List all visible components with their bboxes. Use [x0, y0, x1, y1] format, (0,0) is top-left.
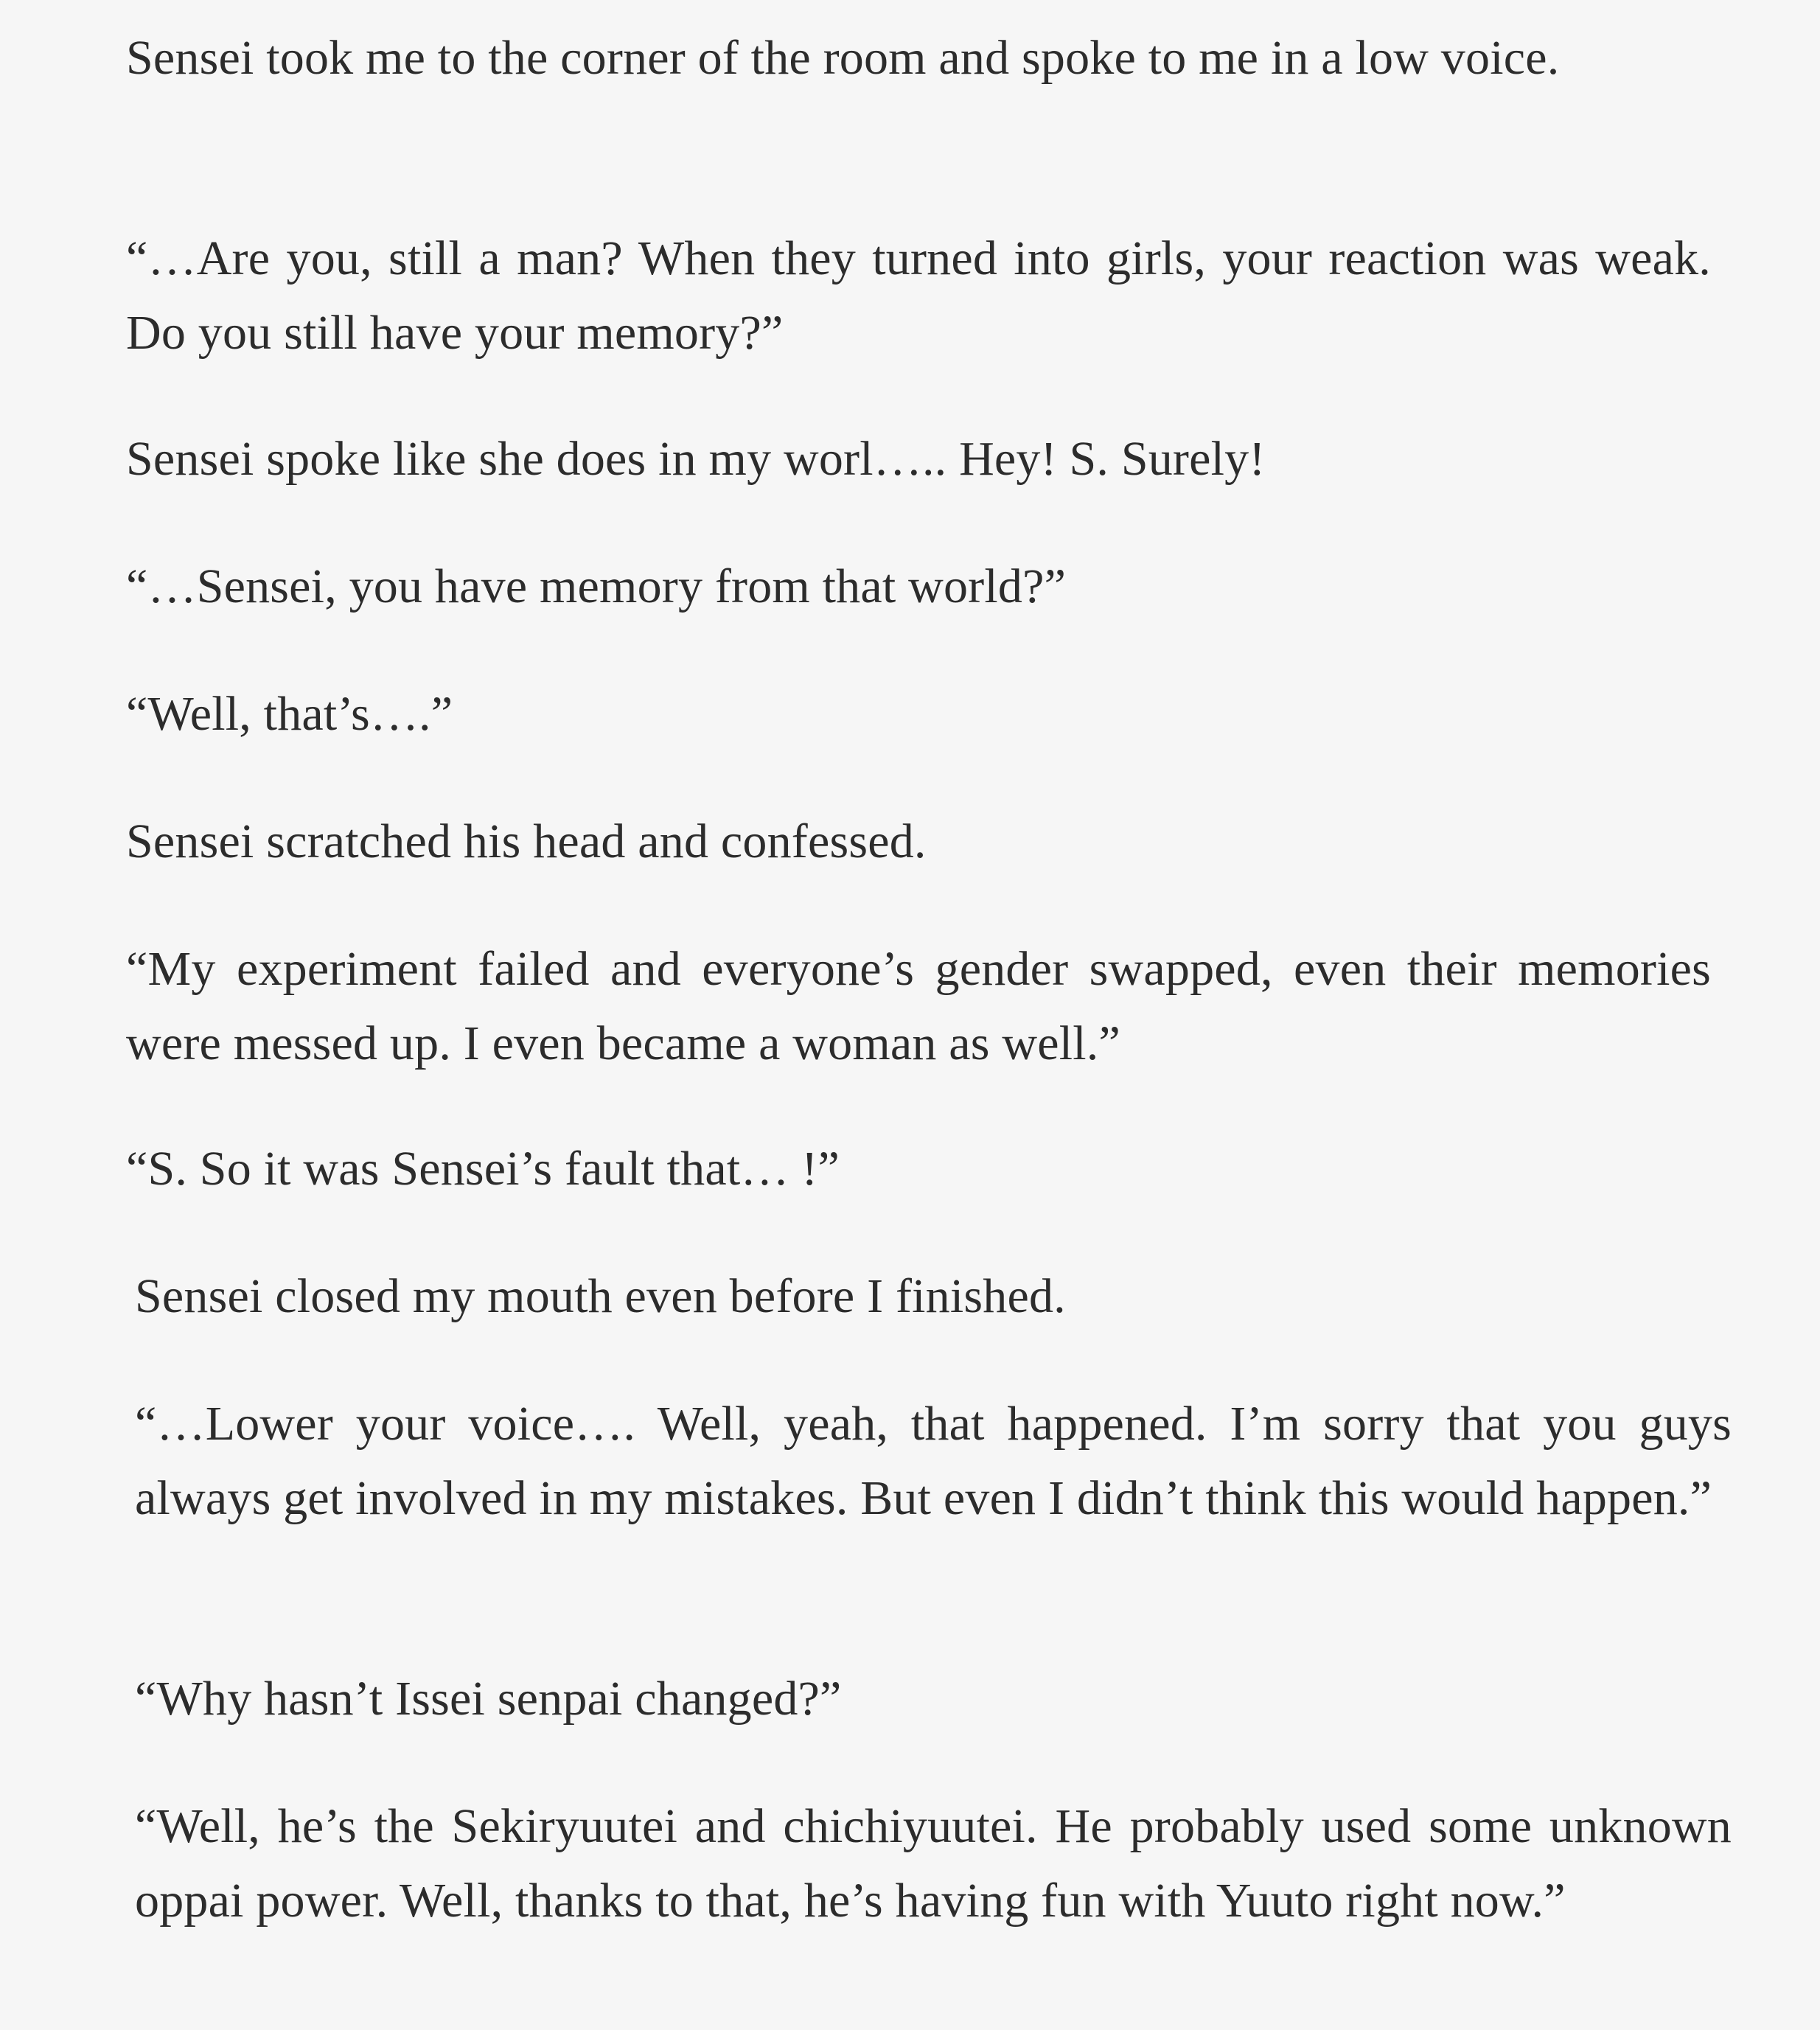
paragraph: “Well, that’s….”: [126, 687, 453, 741]
paragraph: “My experiment failed and everyone’s gender swapped, even their memories were messed up. I even became a woman as well.”: [126, 942, 1711, 1070]
paragraph: “Well, he’s the Sekiryuutei and chichiyuutei. He probably used some unknown oppai power. Well, thanks to that, he’s having fun with Yuuto right now.”: [135, 1799, 1732, 1928]
paragraph: Sensei scratched his head and confessed.: [126, 815, 927, 868]
paragraph: “S. So it was Sensei’s fault that… !”: [126, 1142, 840, 1196]
paragraph: “…Sensei, you have memory from that world?”: [126, 559, 1067, 613]
paragraph: “Why hasn’t Issei senpai changed?”: [135, 1672, 842, 1726]
paragraph: Sensei took me to the corner of the room and spoke to me in a low voice.: [126, 31, 1560, 85]
paragraph: Sensei closed my mouth even before I finished.: [135, 1269, 1066, 1323]
paragraph: Sensei spoke like she does in my worl….. Hey! S. Surely!: [126, 432, 1266, 486]
paragraph: “…Are you, still a man? When they turned into girls, your reaction was weak. Do you still have your memory?”: [126, 231, 1711, 360]
paragraph: “…Lower your voice…. Well, yeah, that happened. I’m sorry that you guys always get involved in my mistakes. But even I didn’t think this would happen.”: [135, 1397, 1732, 1525]
